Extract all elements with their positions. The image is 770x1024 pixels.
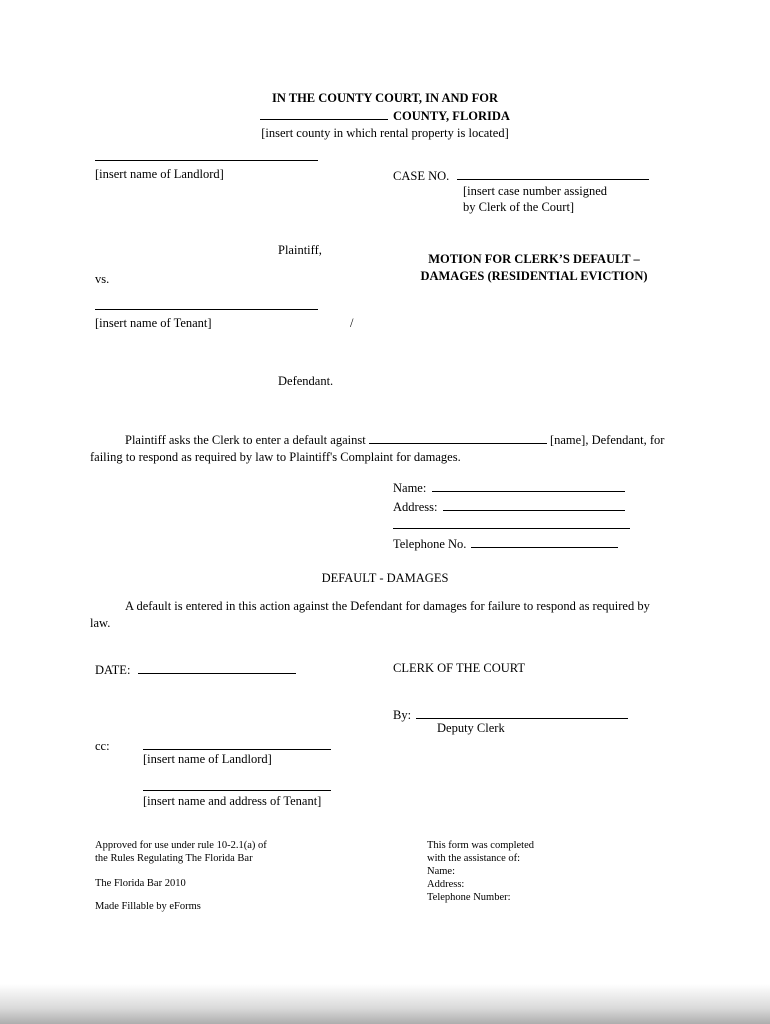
county-suffix: COUNTY, FLORIDA — [393, 109, 510, 123]
motion-paragraph-after: [name], Defendant, for failing to respond as required by law to Plaintiff's Complaint for damages. — [90, 433, 665, 464]
default-paragraph: A default is entered in this action against the Defendant for damages for failure to respond as required by law. — [90, 599, 650, 630]
case-no-row — [393, 167, 649, 184]
case-no-field[interactable] — [457, 167, 649, 180]
cc-tenant-placeholder: [insert name and address of Tenant] — [143, 794, 322, 808]
motion-title-line2: DAMAGES (RESIDENTIAL EVICTION) — [420, 269, 648, 283]
vs-label: vs. — [95, 272, 110, 286]
footer-assistance-name: Name: — [427, 866, 455, 877]
contact-address2-field[interactable] — [393, 516, 630, 529]
date-field[interactable] — [138, 661, 296, 674]
contact-block — [393, 479, 630, 553]
case-no-note-line2: by Clerk of the Court] — [463, 200, 575, 214]
cc-landlord-field[interactable] — [143, 749, 331, 750]
footer-assistance-telephone: Telephone Number: — [427, 892, 511, 903]
footer-assistance-address: Address: — [427, 879, 465, 890]
motion-paragraph — [90, 431, 670, 465]
county-note: [insert county in which rental property is located] — [261, 126, 509, 140]
court-header-line2 — [0, 107, 770, 125]
footer-approval — [95, 839, 267, 865]
by-label: By: — [393, 708, 412, 722]
caption-slash: / — [350, 316, 354, 330]
court-header — [0, 90, 770, 142]
date-row — [95, 661, 296, 678]
contact-name-field[interactable] — [432, 479, 625, 492]
clerk-label: CLERK OF THE COURT — [393, 661, 526, 675]
landlord-placeholder: [insert name of Landlord] — [95, 167, 224, 181]
date-label: DATE: — [95, 663, 131, 677]
county-blank-field[interactable] — [260, 107, 388, 120]
footer-assistance — [427, 839, 534, 904]
default-section-title: DEFAULT - DAMAGES — [321, 571, 449, 585]
cc-landlord-placeholder: [insert name of Landlord] — [143, 752, 272, 766]
court-header-line1: IN THE COUNTY COURT, IN AND FOR — [271, 91, 499, 105]
footer-assistance-line2: with the assistance of: — [427, 853, 521, 864]
case-no-note — [463, 183, 607, 215]
by-signature-field[interactable] — [416, 706, 628, 719]
motion-title-line1: MOTION FOR CLERK’S DEFAULT – — [428, 252, 640, 266]
defendant-label: Defendant. — [278, 374, 334, 388]
cc-label: cc: — [95, 739, 110, 753]
by-row — [393, 706, 628, 723]
tenant-name-field[interactable] — [95, 309, 318, 310]
footer-made-fillable: Made Fillable by eForms — [95, 901, 201, 912]
scan-shadow — [0, 984, 770, 1024]
cc-tenant-field[interactable] — [143, 790, 331, 791]
contact-address2-row — [393, 516, 630, 535]
footer-assistance-line1: This form was completed — [427, 840, 535, 851]
contact-address-label: Address: — [393, 499, 438, 514]
plaintiff-label: Plaintiff, — [278, 243, 322, 257]
footer-approval-line1: Approved for use under rule 10-2.1(a) of — [95, 840, 267, 851]
contact-telephone-label: Telephone No. — [393, 536, 467, 551]
tenant-placeholder: [insert name of Tenant] — [95, 316, 212, 330]
footer-florida-bar: The Florida Bar 2010 — [95, 878, 186, 889]
contact-telephone-row — [393, 535, 630, 554]
case-no-note-line1: [insert case number assigned — [463, 184, 608, 198]
motion-title — [400, 251, 668, 285]
contact-address-field[interactable] — [443, 498, 625, 511]
contact-telephone-field[interactable] — [471, 535, 618, 548]
motion-paragraph-before: Plaintiff asks the Clerk to enter a default against — [125, 433, 366, 447]
deputy-clerk-label: Deputy Clerk — [437, 721, 505, 735]
defendant-name-field[interactable] — [369, 431, 547, 444]
contact-name-row — [393, 479, 630, 498]
contact-name-label: Name: — [393, 481, 427, 495]
case-no-label: CASE NO. — [393, 169, 450, 183]
landlord-name-field[interactable] — [95, 160, 318, 161]
contact-address-row — [393, 498, 630, 517]
footer-approval-line2: the Rules Regulating The Florida Bar — [95, 853, 253, 864]
